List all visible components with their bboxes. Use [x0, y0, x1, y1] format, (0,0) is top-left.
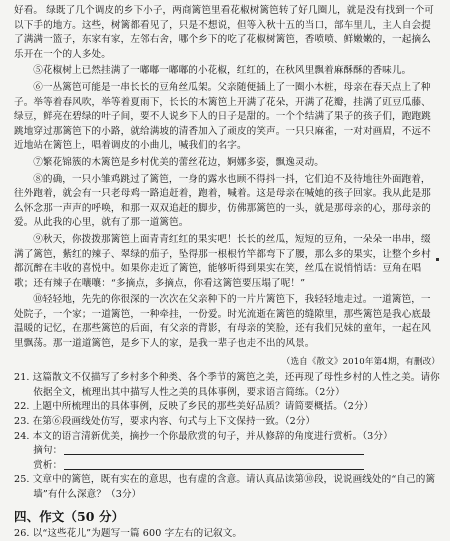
- quote-blank[interactable]: [64, 454, 364, 455]
- passage-source: （选自《散文》2010年第4期，有删改）: [281, 356, 440, 367]
- question-list: [14, 371, 440, 502]
- composition-section: [14, 509, 440, 541]
- passage-paragraph: ⑤花椒树上已然挂满了一嘟嘟一嘟嘟的小花椒，红红的，在秋风里飘着麻酥酥的香味儿。: [33, 65, 412, 77]
- question-22: 22. 上题中所梳理出的具体事例，反映了乡民的那些美好品质？请简要概括。（2分）: [14, 401, 374, 413]
- scan-mark: [436, 258, 439, 261]
- passage-paragraph: ⑧的确，一只小雏鸡跳过了篱笆，一身的露水也顾不得抖一抖，它们迫不及待地往外面跑着，往外跑着，就会有一只老母鸡一路追赶着，跑着，喊着。这是母亲在喊她的孩子回家。我从此是那么怀念那一声声的呼唤，和那一双双追赶的脚步，仿佛那篱笆的一头，就是那母亲的心，那母亲的爱。从此我的心里，就有了那一道篱笆。: [14, 173, 431, 229]
- appreciation-blank[interactable]: [64, 469, 364, 470]
- answer-line-quote: [33, 444, 440, 459]
- passage-paragraph: 好看。 绿既了几个调皮的乡下小子，两商篱笆里看花椒树篱笆转了好几圈儿，就是没有找到一个可以下手的地方。这些，树篱都看见了，只是不想说，但等入秋十五的当口，部车里儿，主人自会提了满满一篮子，东家有家，左邻右舍，哪个乡下的吃了花椒树篱笆，香喷喷、鲜嫩嫩的，一起摘么乐开在一个的人多处。: [14, 5, 434, 60]
- passage-paragraph: ⑨秋天，你拨拨那篱笆上面青青红红的果实吧！长长的丝瓜，短短的豆角，一朵朵一串串，缀满了篱笆，紫红的辣子、翠绿的茄子，坠得那一根根竹竿都弯下了腰，那么多的果实，让整个乡村都沉醉在丰收的喜悦中。如果你走近了篱笆，能够听得到果实在笑，丝瓜在说悄悄话：豆角在唱歌；还有辣子在嚷嚷：“多摘点，多摘点，你看这篱笆要压塌了呢！”: [14, 233, 431, 289]
- composition-prompt: 26. 以“这些花儿”为题写一篇 600 字左右的记叙文。: [14, 527, 243, 539]
- answer-line-appreciation: [33, 459, 440, 474]
- question-23: 23. 在第⑥段画线处仿写，要求内容、句式与上下文保持一致。（2分）: [14, 416, 316, 428]
- question-25: 25. 文章中的篱笆，既有实在的意思，也有虚的含意。请认真品读第⑩段，说说画线处的“自己的篱墙”有什么深意？（3分）: [14, 474, 436, 500]
- question-21: 21. 这篇散文不仅描写了乡村多个种类、各个季节的篱笆之美，还再现了母性乡村的人性之美。请你依据全文，梳理出其中描写人性之美的具体事例，要求语言简练。（2分）: [14, 372, 440, 398]
- question-24: 24. 本文的语言清新优美，摘抄一个你最欣赏的句子，并从修辞的角度进行赏析。（3分）: [14, 430, 393, 442]
- appreciation-label: 赏析：: [33, 459, 63, 471]
- passage-paragraph: ⑥一丛篱笆可能是一串长长的豆角丝瓜架。父亲随便插上了一圈小木桩，母亲在春天点上了种子。举等着春风吹，举等着夏雨下，长长的木篱笆上开满了花朵，开满了花瓣，挂满了豇豆瓜藤、绿豆，鲜亮在碧绿的叶子间，要不人说乡下人的日子是甜的。一个个结满了果子的孩子们，跑跑跳跳地穿过那篱笆下的小路，就给满坡的清香加入了顽皮的笑声。一只只麻雀，一对对画眉，不远不近地站在篱笆上，唱着调皮的小曲儿，喊我们的名字。: [14, 81, 431, 152]
- passage-paragraph: ⑩轻轻地，先先的你很深的一次次在父亲种下的一片片篱笆下，我轻轻地走过。一道篱笆，一处院子，一个家；一道篱笆，一种牵挂，一份爱。时光流逝在篱笆的缝隙里，那些篱笆是我心底最温暖的记忆，在那些篱笆的后面，有父亲的背影，有母亲的笑脸，还有我们兄妹的童年，一起在风里飘荡。那一道道篱笆，是乡下人的家，是我一辈子也走不出的风景。: [14, 294, 431, 350]
- section-title: 四、作文（50 分）: [14, 508, 125, 524]
- reading-passage: [14, 4, 440, 369]
- passage-paragraph: ⑦繁花锦簇的木篱笆是乡村优美的蕾丝花边，婀娜多姿，飘逸灵动。: [33, 156, 324, 168]
- quote-label: 摘句：: [33, 445, 63, 457]
